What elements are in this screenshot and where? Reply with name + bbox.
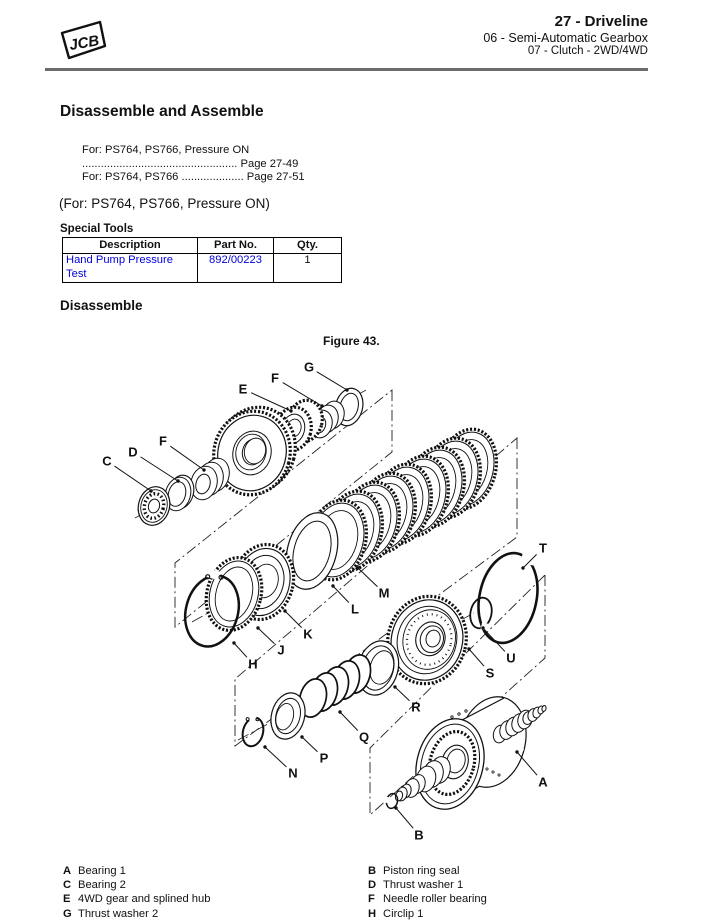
toc-page-ref[interactable]: Page 27-51 (246, 171, 305, 184)
legend-key: E (63, 893, 71, 906)
figure-label-T: T (539, 540, 547, 556)
col-part-no: Part No. (198, 238, 274, 254)
figure-label-M: M (378, 585, 390, 601)
figure-label-P: P (319, 750, 329, 766)
figure-label-B: B (414, 827, 424, 843)
jcb-logo (56, 20, 108, 60)
header-rule (45, 68, 648, 71)
legend-desc: Bearing 1 (78, 865, 126, 877)
tool-description-link[interactable]: Hand Pump Pressure Test (63, 254, 198, 283)
legend-key: G (63, 907, 72, 920)
legend-key: B (368, 865, 377, 877)
toc-line-1[interactable]: For: PS764, PS766, Pressure ON (82, 144, 250, 156)
page-title: Disassemble and Assemble (60, 103, 264, 120)
table-row (63, 254, 342, 283)
figure-label-F: F (271, 370, 279, 386)
figure-caption: Figure 43. (323, 334, 380, 348)
table-header-row (63, 238, 342, 254)
legend-item (368, 864, 487, 878)
figure-label-K: K (303, 626, 313, 642)
figure-label-A: A (538, 774, 548, 790)
legend-key: D (368, 879, 377, 892)
toc-label: For: PS764, PS766 (82, 171, 179, 184)
part-circlip-n (240, 713, 267, 749)
legend-item (368, 878, 487, 892)
header-subsection: 07 - Clutch - 2WD/4WD (527, 44, 648, 57)
legend-right-column (368, 864, 487, 921)
page-header (483, 14, 648, 58)
legend-left-column (63, 864, 210, 921)
figure-label-N: N (288, 765, 298, 781)
legend-key: C (63, 879, 72, 892)
header-chapter: 27 - Driveline (554, 13, 648, 30)
part-circlip-large-t (471, 545, 546, 648)
header-section: 06 - Semi-Automatic Gearbox (483, 30, 648, 45)
legend-desc: Piston ring seal (383, 865, 460, 877)
special-tools-title: Special Tools (60, 223, 134, 235)
figure-label-H: H (248, 656, 258, 672)
legend-desc: Thrust washer 1 (383, 879, 464, 892)
figure-label-Q: Q (358, 729, 370, 745)
variant-heading: (For: PS764, PS766, Pressure ON) (59, 196, 270, 211)
legend-item (63, 892, 210, 906)
legend-key: H (368, 907, 377, 920)
legend-item (368, 907, 487, 921)
col-description: Description (63, 238, 198, 254)
figure-label-F: F (159, 433, 167, 449)
figure-label-U: U (506, 650, 516, 666)
jcb-logo-text: JCB (67, 32, 101, 55)
toc-references (82, 144, 382, 185)
tool-part-no-link[interactable]: 892/00223 (198, 254, 274, 283)
legend-desc: Circlip 1 (383, 907, 424, 920)
legend-key: A (63, 865, 72, 877)
toc-dots: .................... (181, 171, 244, 184)
legend-desc: 4WD gear and splined hub (78, 893, 211, 906)
toc-line-2[interactable] (82, 158, 382, 172)
figure-label-R: R (411, 699, 421, 715)
figure-label-L: L (351, 601, 359, 617)
legend-desc: Bearing 2 (78, 879, 126, 892)
toc-line-3[interactable] (82, 171, 382, 185)
figure-label-S: S (485, 665, 495, 681)
col-qty: Qty. (274, 238, 342, 254)
figure-label-J: J (277, 642, 285, 658)
tool-qty: 1 (274, 254, 342, 283)
toc-dots: .................................................. (82, 157, 238, 170)
toc-page-ref[interactable]: Page 27-49 (240, 157, 299, 170)
section-heading: Disassemble (60, 298, 143, 313)
part-wave-springs-q (295, 652, 374, 720)
legend-item (63, 864, 210, 878)
special-tools-table (62, 237, 342, 283)
figure-label-E: E (238, 381, 248, 397)
legend-item (368, 892, 487, 906)
legend-desc: Needle roller bearing (383, 893, 487, 906)
exploded-diagram-figure-43 (55, 349, 655, 857)
figure-label-D: D (128, 444, 138, 460)
figure-label-C: C (102, 453, 112, 469)
figure-label-G: G (303, 359, 315, 375)
legend-key: F (368, 893, 375, 906)
legend-desc: Thrust washer 2 (78, 907, 159, 920)
legend-item (63, 907, 210, 921)
legend-item (63, 878, 210, 892)
